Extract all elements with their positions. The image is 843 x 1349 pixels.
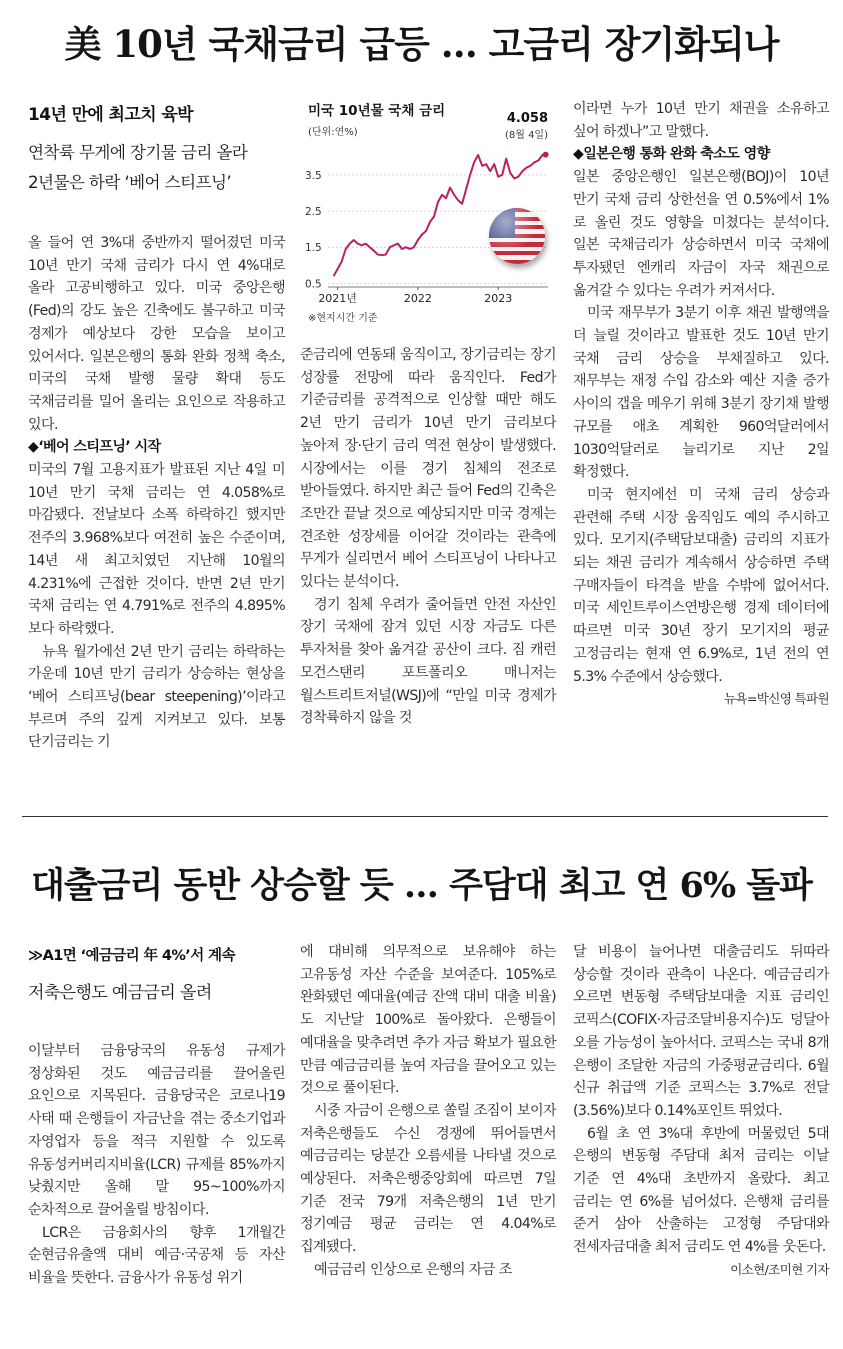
article2-headline: 대출금리 동반 상승할 듯 … 주담대 최고 연 6% 돌파: [31, 865, 812, 906]
chart-unit: (단위:연%): [308, 127, 358, 138]
article1-column-3: [573, 98, 829, 711]
chart-x-axis: [318, 287, 548, 305]
article1-kicker: 14년 만에 최고치 육박: [28, 105, 193, 125]
chart-latest-point: [543, 152, 549, 158]
article1-column-2: [300, 344, 556, 730]
chart-y-tick-label: 2.5: [305, 206, 322, 219]
article1-byline: 뉴욕=박신영 특파원: [723, 691, 829, 707]
chart-x-tick-label: 2021년: [318, 292, 357, 305]
article1-subhead: ◆일본은행 통화 완화 축소도 영향: [573, 146, 770, 163]
article2-paragraph: 예금금리 인상으로 은행의 자금 조: [314, 1261, 512, 1278]
article1-column-1: [28, 232, 285, 754]
chart-title: 미국 10년물 국채 금리: [308, 103, 446, 119]
chart-x-tick-label: 2022: [403, 292, 432, 305]
article2-paragraph: 에 대비해 의무적으로 보유해야 하는 고유동성 자산 수준을 보여준다. 105%로 완화됐던 예대율(예금 잔액 대비 대출 비율)도 지난달 100%로 돌아왔다. 은행들이 예대율을 맞추려면 추가 자금 확보가 필요한 만큼 예금금리를 높여 자금을 끌어오고 있는 것으로 풀이된다.: [300, 944, 556, 1097]
article2-paragraph: 이달부터 금융당국의 유동성 규제가 정상화된 것도 예금금리를 끌어올린 요인으로 지목된다. 금융당국은 코로나19 사태 때 은행들이 자금난을 겪는 중소기업과 자영업자 등을 적극 지원할 수 있도록 유동성커버리지비율(LCR) 규제를 85%까지 낮췄지만 올해 말 95~100%까지 순차적으로 끌어올릴 방침이다.: [28, 1043, 285, 1218]
article2-deck: 저축은행도 예금금리 올려: [28, 983, 212, 1003]
article1-paragraph: 미국의 7월 고용지표가 발표된 지난 4일 미 10년 만기 국채 금리는 연 4.058%로 마감됐다. 전날보다 소폭 하락하긴 했지만 전주의 3.968%보다 여전히 높은 수준이며, 14년 새 최고치였던 지난해 10월의 4.231%에 근접한 것이다. 반면 2년 만기 국채 금리는 연 4.791%로 전주의 4.895%보다 하락했다.: [28, 462, 285, 637]
article2-paragraph: [573, 1123, 829, 1277]
article2-paragraph: LCR은 금융회사의 향후 1개월간 순현금유출액 대비 예금·국공채 등 자산 비율을 뜻한다. 금융사가 유동성 위기: [28, 1224, 285, 1287]
us-flag-icon: [489, 208, 545, 264]
article1-paragraph-text: 미국 현지에선 미 국채 금리 상승과 관련해 주택 시장 움직임도 예의 주시하고 있다. 모기지(주택담보대출) 금리의 지표가 되는 채권 금리가 계속해서 상승하면 주택 구매자들이 타격을 받을 수밖에 없어서다. 미국 세인트루이스연방은행 경제 데이터에 따르면 미국 30년 장기 모기지의 평균 고정금리는 현재 연 6.9%로, 1년 전의 연 5.3% 수준에서 상승했다.: [573, 486, 829, 685]
article2-column-1: [28, 1040, 285, 1290]
article1-paragraph: 경기 침체 우려가 줄어들면 안전 자산인 장기 국채에 잠겨 있던 시장 자금도 다른 투자처를 찾아 옮겨갈 공산이 크다. 짐 캐런 모건스탠리 포트폴리오 매니저는 월스트리트저널(WSJ)에 “만일 미국 경제가 경착륙하지 않을 것: [300, 596, 556, 727]
article1-paragraph: 준금리에 연동돼 움직이고, 장기금리는 장기 성장률 전망에 따라 움직인다. Fed가 기준금리를 공격적으로 인상할 때만 해도 2년 만기 금리가 10년 만기 금리보다 높아져 장·단기 금리 역전 현상이 발생했다. 시장에서는 이를 경기 침체의 전조로 받아들였다. 하지만 최근 들어 Fed의 긴축은 조만간 끝날 것으로 예상되지만 미국 경제는 견조한 성장세를 이어갈 것이라는 관측에 무게가 실리면서 베어 스티프닝이 나타나고 있다는 분석이다.: [300, 347, 556, 591]
chart-note: ※현지시간 기준: [308, 313, 378, 324]
section-divider: [22, 816, 828, 817]
chart-latest-date: (8월 4일): [504, 130, 548, 141]
article1-headline: 美 10년 국채금리 급등 … 고금리 장기화되나: [64, 22, 779, 66]
article1-deck-line: 연착륙 무게에 장기물 금리 올라: [28, 143, 248, 162]
article2-paragraph: 달 비용이 늘어나면 대출금리도 뒤따라 상승할 것이라 관측이 나온다. 예금금리가 오르면 변동형 주택담보대출 지표 금리인 코픽스(COFIX·자금조달비용지수)도 덩달아 오를 가능성이 높아서다. 코픽스는 국내 8개 은행이 조달한 자금의 가중평균금리다. 6월 신규 취급액 기준 코픽스는 3.7%로 전달(3.56%)보다 0.14%포인트 뛰었다.: [573, 944, 829, 1119]
article2-byline: 이소현/조미현 기자: [730, 1261, 829, 1277]
article1-deck: [28, 138, 283, 198]
chart-latest-value: 4.058: [506, 111, 548, 126]
article2-column-3: [573, 941, 829, 1282]
chart-x-tick-label: 2023: [484, 292, 513, 305]
article1-subhead: ◆‘베어 스티프닝’ 시작: [28, 439, 161, 456]
article2-column-2: [300, 941, 556, 1282]
article1-deck-line: 2년물은 하락 ‘베어 스티프닝’: [28, 173, 232, 192]
article2-kicker: ≫A1면 ‘예금금리 年 4%’서 계속: [28, 948, 235, 964]
article1-paragraph: 일본 중앙은행인 일본은행(BOJ)이 10년 만기 국채 금리 상한선을 연 0.5%에서 1%로 올린 것도 영향을 미쳤다는 분석이다. 일본 국채금리가 상승하면서 미국 국채에 투자됐던 엔캐리 자금이 자국 채권으로 옮겨갈 수 있다는 우려가 커져서다.: [573, 169, 829, 299]
article1-paragraph: [573, 484, 829, 707]
article1-paragraph: 이라면 누가 10년 만기 채권을 소유하고 싶어 하겠나”고 말했다.: [573, 101, 829, 140]
article2-paragraph-text: 6월 초 연 3%대 후반에 머물렀던 5대 은행의 변동형 주담대 최저 금리는 이날 기준 연 4%대 초반까지 올랐다. 최고 금리는 연 6%를 넘어섰다. 은행채 금리를 준거 삼아 산출하는 고정형 주담대와 전세자금대출 최저 금리도 연 4%를 웃돈다.: [573, 1125, 829, 1256]
article1-paragraph: 올 들어 연 3%대 중반까지 떨어졌던 미국 10년 만기 국채 금리가 다시 연 4%대로 올라 고공비행하고 있다. 미국 중앙은행(Fed)의 강도 높은 긴축에도 불구하고 미국 경제가 예상보다 강한 모습을 보이고 있어서다. 일본은행의 통화 완화 정책 축소, 미국의 국채 발행 물량 확대 등도 국채금리를 밀어 올리는 요인으로 작용하고 있다.: [28, 235, 285, 433]
chart-y-tick-label: 1.5: [305, 242, 322, 255]
chart-y-tick-label: 3.5: [305, 169, 322, 182]
chart-y-tick-label: 0.5: [305, 278, 322, 291]
article1-paragraph: 뉴욕 월가에선 2년 만기 금리는 하락하는 가운데 10년 만기 금리가 상승하는 현상을 ‘베어 스티프닝(bear steepening)’이라고 부르며 주의 깊게 지켜보고 있다. 보통 단기금리는 기: [28, 643, 285, 751]
article1-paragraph: 미국 재무부가 3분기 이후 채권 발행액을 더 늘릴 것이라고 발표한 것도 10년 만기 국채 금리 상승을 부채질하고 있다. 재무부는 재정 수입 감소와 예산 지출 증가 사이의 갭을 메우기 위해 3분기 장기채 발행 규모를 애초 계획한 960억달러에서 1030억달러로 늘리기로 지난 2일 확정했다.: [573, 305, 829, 481]
article2-paragraph: 시중 자금이 은행으로 쏠릴 조짐이 보이자 저축은행들도 수신 경쟁에 뛰어들면서 예금금리는 당분간 오름세를 나타낼 것으로 예상된다. 저축은행중앙회에 따르면 7일 기준 전국 79개 저축은행의 1년 만기 정기예금 평균 금리는 연 4.04%로 집계됐다.: [300, 1102, 556, 1256]
